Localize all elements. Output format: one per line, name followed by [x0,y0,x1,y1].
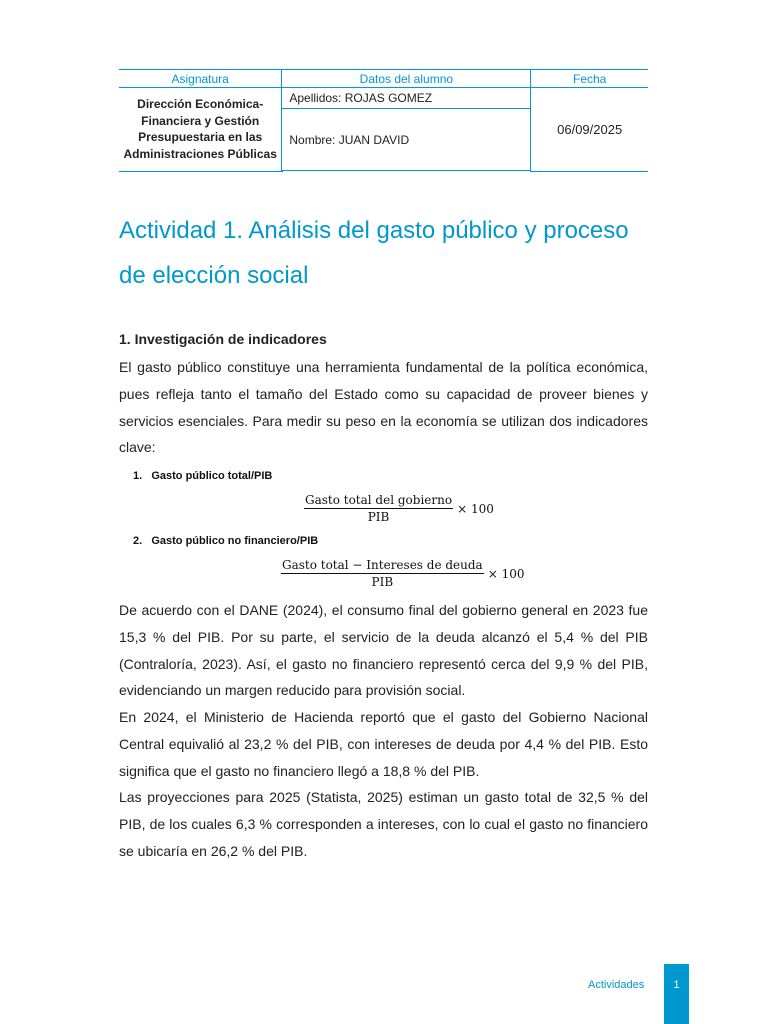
footer-label: Actividades [588,979,645,991]
indicator-1-label: 1. Gasto público total/PIB [133,470,273,482]
document-date: 06/09/2025 [557,121,623,137]
header-bottom-rule [119,171,283,172]
student-surname: Apellidos: ROJAS GOMEZ [282,88,531,109]
formula-2-numerator: Gasto total − Intereses de deuda [282,558,483,572]
formula-1-multiplier: × 100 [457,501,494,516]
subject-name: Dirección Económica-Financiera y Gestión Presupuestaria en las Administraciones Públicas [119,88,282,171]
paragraph-statista-2025: Las proyecciones para 2025 (Statista, 2025) estiman un gasto total de 32,5 % del PIB, de los cuales 6,3 % corresponden a intereses, con lo cual el gasto no financiero se ubicaría en 26,2 % del PIB. [119,789,648,859]
intro-paragraph: El gasto público constituye una herramienta fundamental de la política económica, pues refleja tanto el tamaño del Estado como su capacidad de proveer bienes y servicios esenciales. Para medir su peso en la economía se utilizan dos indicadores clave: [119,359,648,456]
header-col-subject: Asignatura [119,70,282,88]
formula-1-denominator: PIB [367,510,390,524]
student-name: Nombre: JUAN DAVID [282,109,531,171]
formula-total-spending [304,493,494,524]
page-title: Actividad 1. Análisis del gasto público y proceso de elección social [119,217,629,289]
formula-non-financial-spending [281,558,525,589]
paragraph-hacienda-2024: En 2024, el Ministerio de Hacienda reportó que el gasto del Gobierno Nacional Central equivalió al 23,2 % del PIB, con intereses de deuda por 4,4 % del PIB. Esto significa que el gasto no financiero llegó a 18,8 % del PIB. [119,709,648,779]
page-number: 1 [664,964,689,1024]
paragraph-dane-2023: De acuerdo con el DANE (2024), el consumo final del gobierno general en 2023 fue 15,3 % del PIB. Por su parte, el servicio de la deuda alcanzó el 5,4 % del PIB (Contraloría, 2023). Así, el gasto no financiero representó cerca del 9,9 % del PIB, evidenciando un margen reducido para provisión social. [119,602,648,699]
formula-2-denominator: PIB [371,575,394,589]
section-heading: 1. Investigación de indicadores [119,331,327,347]
indicator-2-label: 2. Gasto público no financiero/PIB [133,535,319,547]
formula-1-numerator: Gasto total del gobierno [305,493,453,507]
formula-2-multiplier: × 100 [487,566,525,581]
header-col-student: Datos del alumno [282,70,531,88]
header-table [119,69,648,171]
header-col-date: Fecha [531,70,648,88]
header-bottom-rule-right [530,171,648,172]
